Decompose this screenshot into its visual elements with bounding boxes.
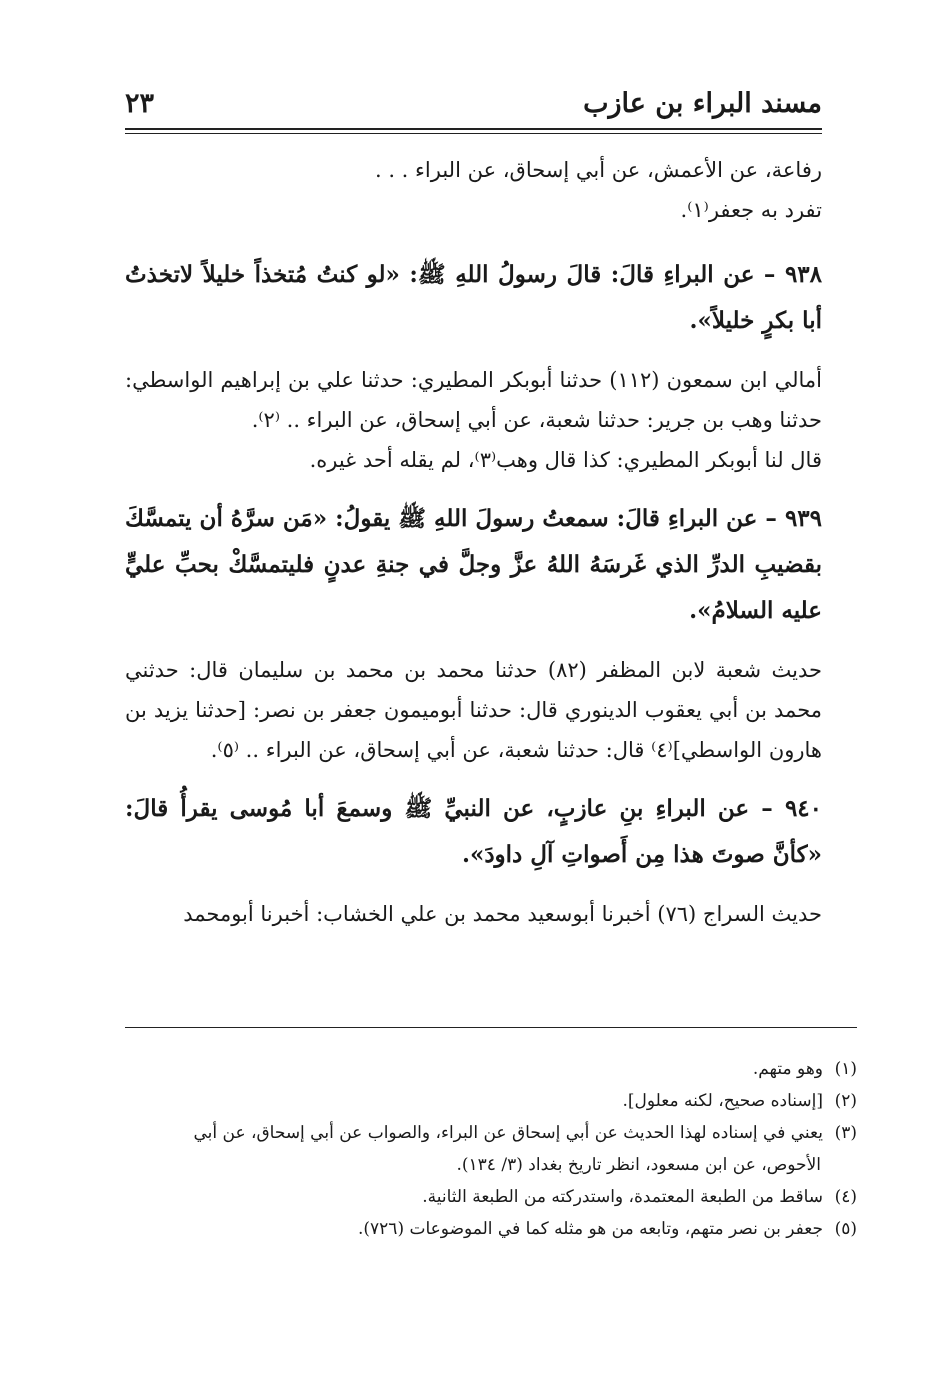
footnote-number: (٥): [834, 1219, 857, 1239]
hadith-940: ٩٤٠ – عن البراءِ بنِ عازبٍ، عن النبيِّ ﷺ وسمعَ أبا مُوسى يقرأُ قالَ: «كأنَّ صوتَ هذا مِن أَصواتِ آلِ داودَ».: [125, 795, 822, 868]
running-header: [125, 88, 822, 124]
intro-line: رفاعة، عن الأعمش، عن أبي إسحاق، عن البراء . . .: [374, 158, 822, 182]
intro-note: تفرد به جعفر⁽١⁾.: [680, 198, 822, 222]
footnote-2: [120, 1085, 857, 1117]
source-940: حديث السراج (٧٦) أخبرنا أبوسعيد محمد بن علي الخشاب: أخبرنا أبومحمد: [183, 902, 822, 926]
footnote-number: (٤): [834, 1187, 857, 1207]
source-939: حديث شعبة لابن المظفر (٨٢) حدثنا محمد بن محمد بن سليمان قال: حدثني محمد بن أبي يعقوب الدينوري قال: حدثنا أبوميمون جعفر بن نصر: [حدثنا يزيد بن هارون الواسطي]⁽٤⁾ قال: حدثنا شعبة، عن أبي إسحاق، عن البراء .. ⁽٥⁾.: [125, 658, 822, 762]
footnote-number: (٢): [834, 1091, 857, 1111]
footnote-1: [120, 1053, 857, 1085]
footnote-number: (٣): [834, 1123, 857, 1143]
footnote-text: [إسناده صحيح، لكنه معلول].: [622, 1091, 823, 1111]
footnote-3: [120, 1117, 857, 1149]
hadith-939: ٩٣٩ – عن البراءِ قالَ: سمعتُ رسولَ اللهِ ﷺ يقولُ: «مَن سرَّهُ أن يتمسَّكَ بقضيبِ الدرِّ الذي غَرسَهُ اللهُ عزَّ وجلَّ في جنةِ عدنٍ فليتمسَّكْ بحبِّ عليٍّ عليه السلامُ».: [125, 505, 822, 624]
footnote-4: [120, 1181, 857, 1213]
running-title: مسند البراء بن عازب: [583, 88, 822, 119]
source-938: أمالي ابن سمعون (١١٢) حدثنا أبوبكر المطيري: حدثنا علي بن إبراهيم الواسطي: حدثنا وهب بن جرير: حدثنا شعبة، عن أبي إسحاق، عن البراء .. ⁽٢⁾.: [125, 368, 823, 432]
hadith-938: ٩٣٨ – عن البراءِ قالَ: قالَ رسولُ اللهِ ﷺ: «لو كنتُ مُتخذاً خليلاً لاتخذتُ أبا بكرٍ خليلاً».: [125, 261, 822, 334]
footnote-text: ساقط من الطبعة المعتمدة، واستدركته من الطبعة الثانية.: [422, 1187, 823, 1207]
footnotes: [120, 1053, 857, 1245]
main-text: [125, 150, 822, 934]
footnote-3-continued: الأحوص، عن ابن مسعود، انظر تاريخ بغداد (٣/ ١٣٤).: [456, 1155, 821, 1175]
footnote-text: يعني في إسناده لهذا الحديث عن أبي إسحاق عن البراء، والصواب عن أبي إسحاق، عن أبي: [193, 1123, 823, 1143]
comment-938: قال لنا أبوبكر المطيري: كذا قال وهب⁽٣⁾، لم يقله أحد غيره.: [309, 448, 822, 472]
page-number: ٢٣: [125, 88, 155, 119]
footnote-5: [120, 1213, 857, 1245]
header-rule-thin: [125, 133, 822, 134]
footnote-text: وهو متهم.: [752, 1059, 823, 1079]
footnote-rule: [125, 1027, 857, 1028]
header-rule: [125, 128, 822, 130]
footnote-number: (١): [834, 1059, 857, 1079]
footnote-text: جعفر بن نصر متهم، وتابعه من هو مثله كما في الموضوعات (٧٢٦).: [357, 1219, 823, 1239]
